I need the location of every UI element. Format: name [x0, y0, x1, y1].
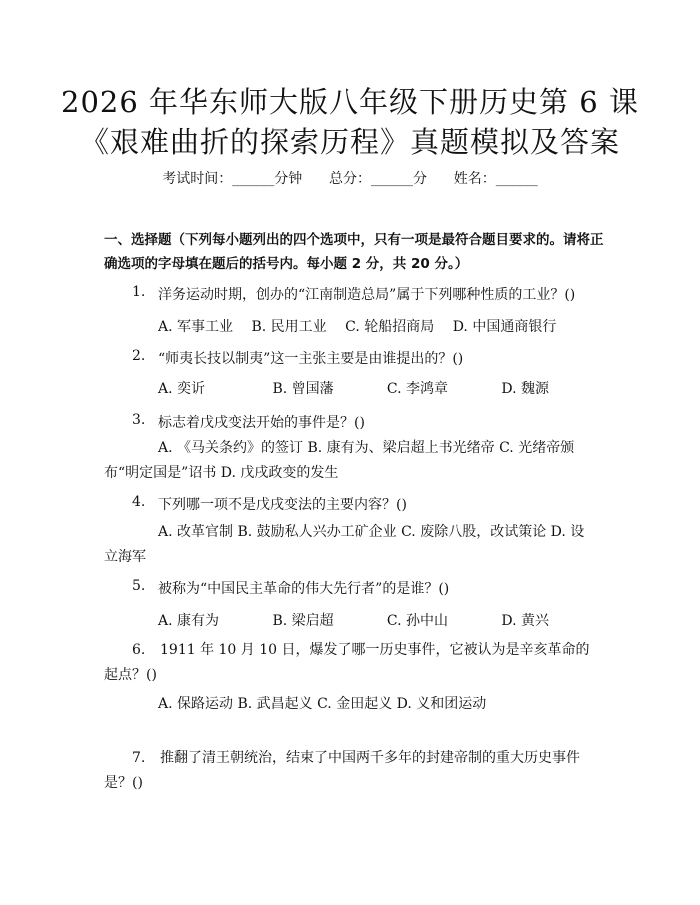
title-line-1: 2026 年华东师大版八年级下册历史第 6 课	[61, 85, 639, 119]
question-text: “师夷长技以制夷”这一主张主要是由谁提出的？()	[158, 351, 464, 367]
question-5-options	[158, 610, 563, 630]
question-text: 洋务运动时期，创办的“江南制造总局”属于下列哪种性质的工业？()	[158, 287, 576, 303]
question-7	[104, 746, 598, 796]
title-line-2: 《艰难曲折的探索历程》真题模拟及答案	[79, 125, 620, 159]
question-3-options: A. 《马关条约》的签订 B. 康有为、梁启超上书光绪帝 C. 光绪帝颁布“明定国是”诏书 D. 戊戌政变的发生	[104, 440, 575, 481]
option-d: D. 黄兴	[501, 613, 549, 629]
option-b: B. 民用工业	[251, 319, 327, 335]
question-number: 4.	[132, 494, 146, 510]
question-1-options	[158, 316, 570, 336]
question-text: 下列哪一项不是戊戌变法的主要内容？()	[158, 497, 407, 513]
question-number: 1.	[132, 284, 146, 300]
question-number: 7.	[132, 750, 146, 766]
question-number: 3.	[132, 412, 146, 428]
option-c: C. 孙中山	[386, 613, 449, 629]
question-number: 6.	[132, 642, 146, 658]
question-text: 推翻了清王朝统治，结束了中国两千多年的封建帝制的重大历史事件是？()	[104, 750, 580, 791]
option-d: D. 魏源	[501, 381, 549, 397]
question-6-options: A. 保路运动 B. 武昌起义 C. 金田起义 D. 义和团运动	[158, 696, 487, 712]
option-a: A. 奕䜣	[158, 381, 206, 397]
option-b: B. 梁启超	[272, 613, 334, 629]
question-4-options: A. 改革官制 B. 鼓励私人兴办工矿企业 C. 废除八股，改试策论 D. 设立海军	[104, 524, 585, 565]
option-c: C. 轮船招商局	[345, 319, 435, 335]
question-text: 1911 年 10 月 10 日，爆发了哪一历史事件，它被认为是辛亥革命的起点？()	[104, 642, 590, 683]
option-a: A. 康有为	[158, 613, 220, 629]
option-d: D. 中国通商银行	[452, 319, 557, 335]
question-number: 2.	[132, 348, 146, 364]
section-heading: 一、选择题（下列每小题列出的四个选项中，只有一项是最符合题目要求的。请将正确选项的字母填在题后的括号内。每小题 2 分，共 20 分。）	[104, 232, 604, 272]
option-b: B. 曾国藩	[272, 381, 334, 397]
question-number: 5.	[132, 578, 146, 594]
question-text: 被称为“中国民主革命的伟大先行者”的是谁？()	[158, 581, 450, 597]
option-c: C. 李鸿章	[386, 381, 449, 397]
question-6	[104, 638, 598, 688]
question-text: 标志着戊戌变法开始的事件是？()	[158, 415, 365, 431]
exam-info: 考试时间：______分钟 总分：______分 姓名：______	[162, 171, 538, 187]
question-2-options	[158, 378, 563, 398]
option-a: A. 军事工业	[158, 319, 234, 335]
